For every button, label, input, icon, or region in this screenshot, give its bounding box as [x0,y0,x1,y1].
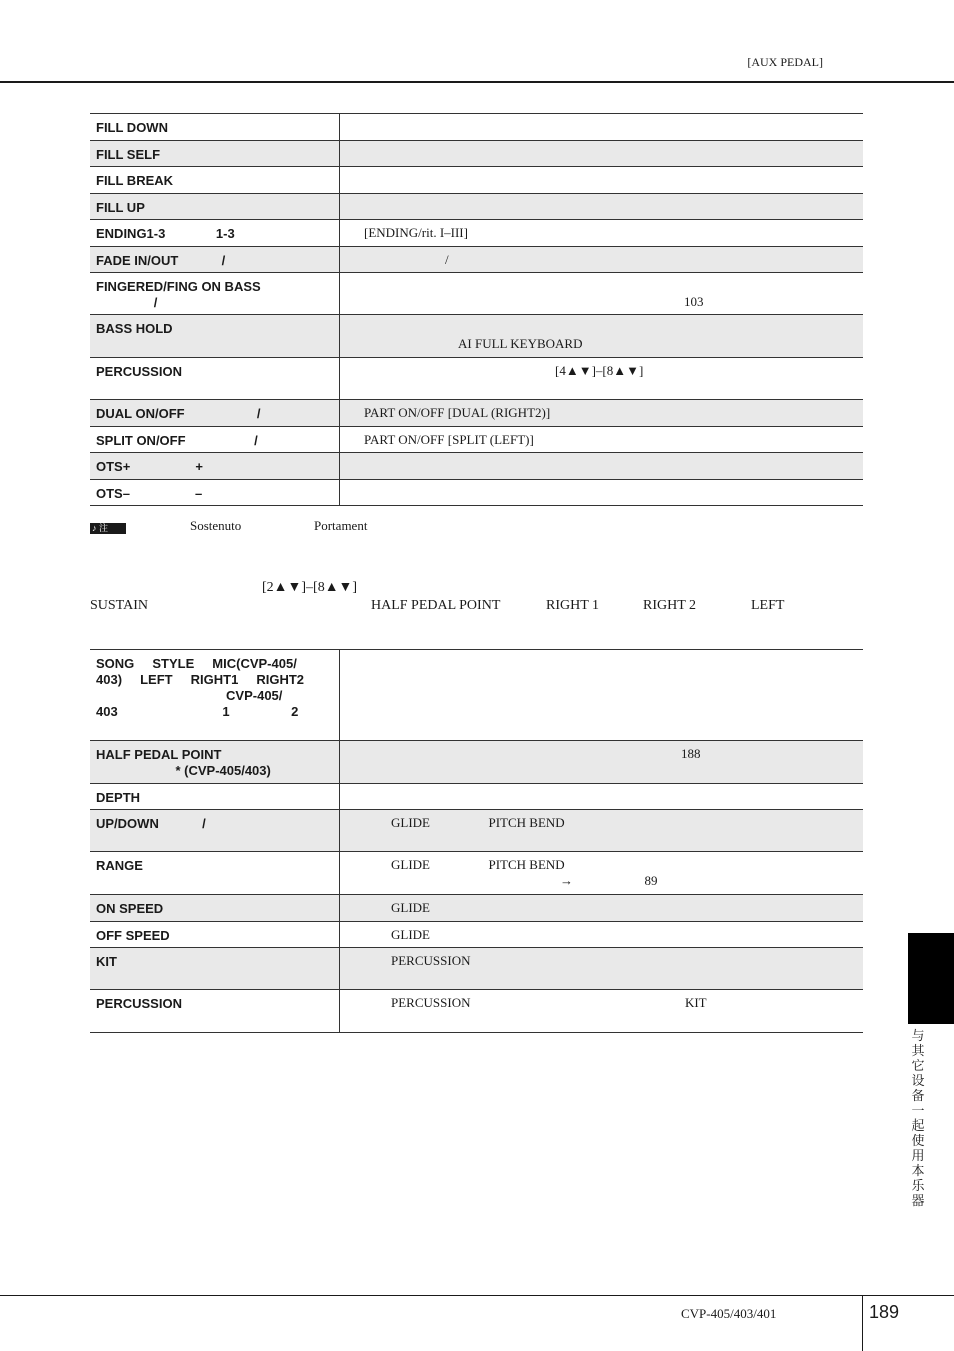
table-row [90,741,863,784]
row-label: ON SPEED [96,901,164,916]
row-value [340,784,863,789]
note-term-portament: Portament [314,518,368,533]
table-row [90,948,863,990]
pedal-parameter-table [90,649,863,1033]
row-value: 188 [681,746,701,761]
row-value [340,114,863,119]
row-value: AI FULL KEYBOARD [458,336,583,351]
row-value: GLIDE [391,900,430,915]
row-label: PERCUSSION [96,996,182,1011]
paragraph-term-sustain: SUSTAIN [90,598,148,613]
row-label: OTS– – [96,486,203,501]
row-label: FILL BREAK [96,173,174,188]
footer-rule [0,1295,954,1296]
footer-divider [862,1295,863,1351]
row-label: ENDING1-3 1-3 [96,226,235,241]
row-value: GLIDE PITCH BEND [391,815,565,830]
table-row [90,273,863,315]
row-value [340,194,863,199]
row-value [340,480,863,485]
chapter-tab-label: 与其它设备一起使用本乐器 [911,1028,925,1208]
row-label: OTS+ + [96,459,203,474]
table-row [90,990,863,1033]
paragraph-term-half-pedal: HALF PEDAL POINT [371,598,501,613]
row-value: [ENDING/rit. I–III] [364,225,468,240]
row-value [340,650,863,655]
paragraph-term-right2: RIGHT 2 [643,598,697,613]
row-label: OFF SPEED [96,928,170,943]
table-row [90,895,863,922]
row-label: FILL DOWN [96,120,168,135]
table-row [90,400,863,427]
row-label: RANGE [96,858,143,873]
row-label: SONG STYLE MIC(CVP-405/ 403) LEFT RIGHT1 RIGHT2 CVP-405/ 403 1 2 [96,656,305,719]
row-value [340,453,863,458]
table-row [90,453,863,480]
header-rule [0,81,954,83]
row-value: PART ON/OFF [SPLIT (LEFT)] [364,432,534,447]
row-label: FILL SELF [96,147,161,162]
row-value: / [445,252,449,267]
row-value: PERCUSSION [391,953,471,968]
table-row [90,922,863,948]
row-label: DEPTH [96,790,141,805]
table-row [90,167,863,194]
table-row [90,852,863,895]
row-label: FINGERED/FING ON BASS / [96,279,261,310]
row-value: PART ON/OFF [DUAL (RIGHT2)] [364,405,551,420]
table-row [90,480,863,506]
row-label: DUAL ON/OFF / [96,406,261,421]
table-row [90,427,863,453]
pedal-function-table [90,113,863,506]
row-value: GLIDE PITCH BEND → 89 [391,857,658,888]
note-term-sostenuto: Sostenuto [190,518,242,533]
row-label: FILL UP [96,200,145,215]
row-value [340,167,863,172]
row-label: SPLIT ON/OFF / [96,433,258,448]
table-row [90,220,863,247]
paragraph-button-ref: [2▲▼]–[8▲▼] [262,580,358,595]
footer-model: CVP-405/403/401 [681,1306,777,1321]
chapter-tab [908,933,954,1024]
row-label: PERCUSSION [96,364,182,379]
row-label: FADE IN/OUT / [96,253,226,268]
row-value: [4▲▼]–[8▲▼] [555,363,644,378]
table-row [90,810,863,852]
row-label: KIT [96,954,117,969]
row-value: 103 [684,294,704,309]
table-row [90,358,863,400]
table-row [90,315,863,358]
row-value: GLIDE [391,927,430,942]
page-number: 189 [869,1302,900,1322]
row-value: PERCUSSION KIT [391,995,707,1010]
note-badge: ♪ 注 [90,523,126,534]
table-row [90,114,863,141]
row-label: BASS HOLD [96,321,173,336]
section-header: [AUX PEDAL] [747,55,823,69]
row-label: HALF PEDAL POINT * (CVP-405/403) [96,747,271,778]
table-row [90,247,863,273]
table-row [90,141,863,167]
table-row [90,650,863,741]
paragraph-term-left: LEFT [751,598,785,613]
table-row [90,194,863,220]
row-label: UP/DOWN / [96,816,206,831]
row-value [340,141,863,146]
paragraph-term-right1: RIGHT 1 [546,598,600,613]
table-row [90,784,863,810]
